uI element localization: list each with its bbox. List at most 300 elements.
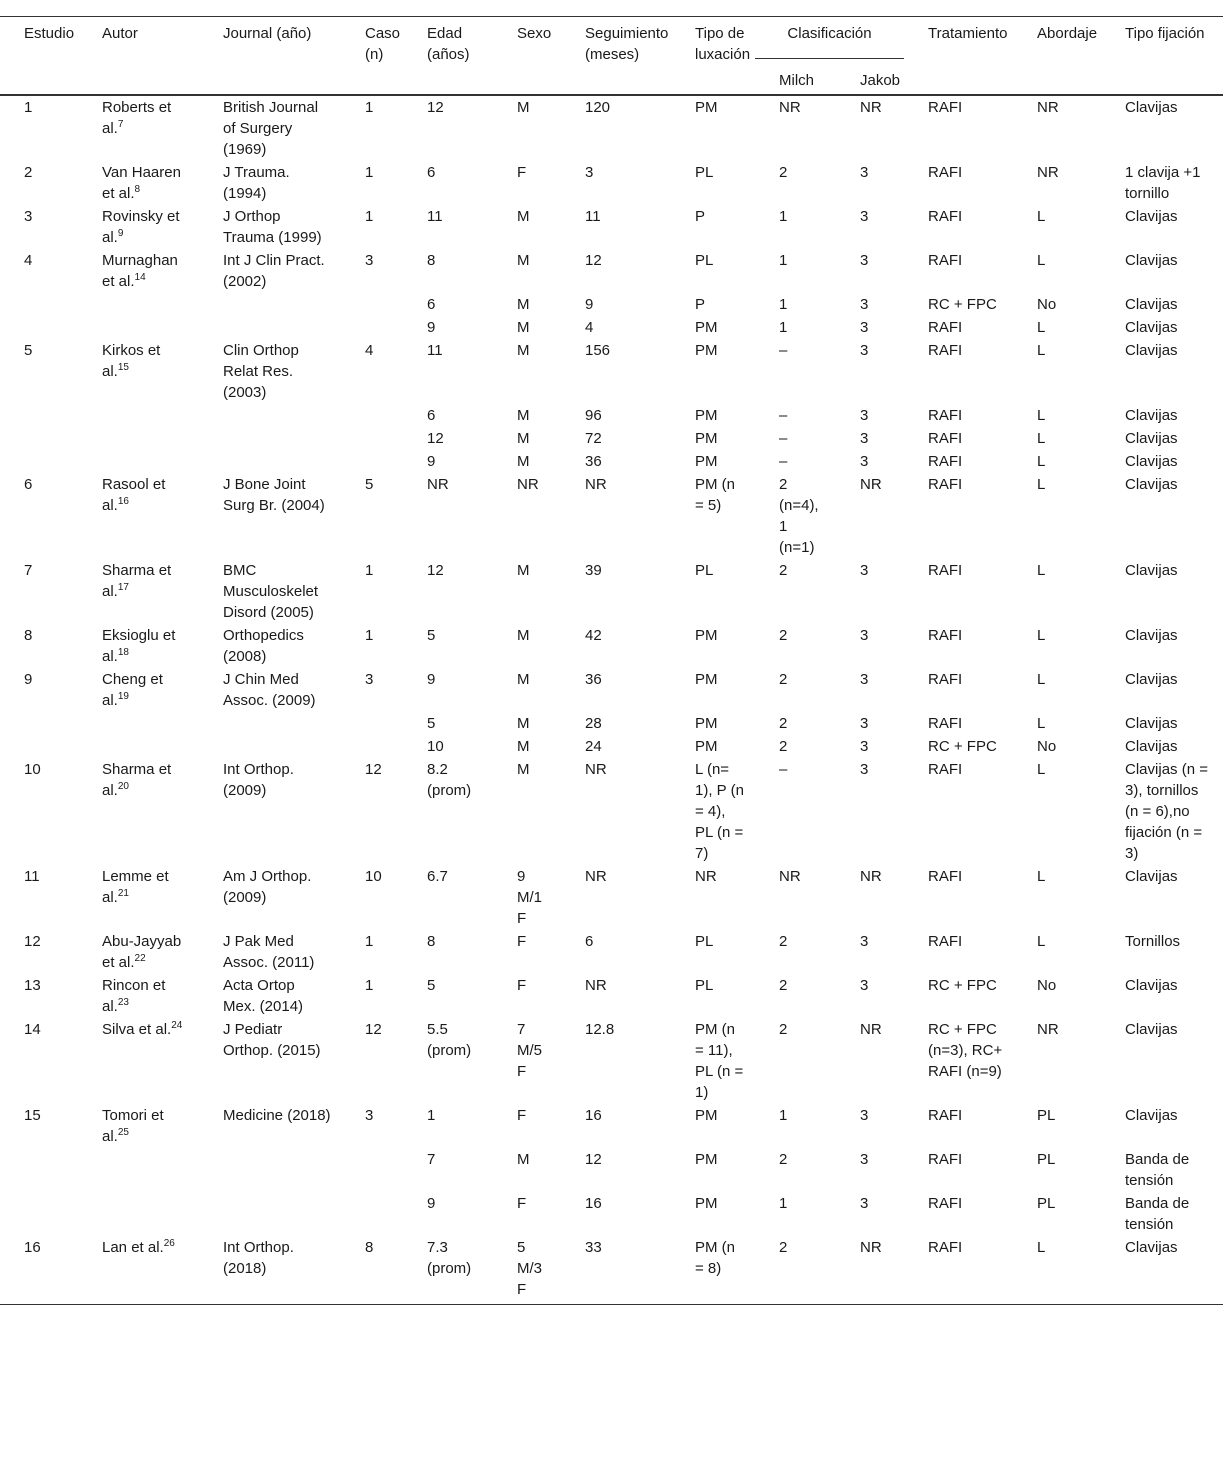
cell-fijacion (1101, 930, 1223, 974)
cell-sexo (493, 668, 561, 712)
cell-abordaje-text: L (1037, 868, 1046, 885)
cell-autor-text: Sharma et al. (102, 562, 172, 600)
cell-tipo-text: PM (n = 5) (695, 476, 736, 514)
cell-journal (199, 95, 341, 161)
cell-tratamiento (904, 1192, 1013, 1236)
cell-journal (199, 450, 341, 473)
cell-seguimiento-text: 42 (585, 627, 602, 644)
cell-seguimiento-text: 120 (585, 99, 611, 116)
reference-number: 26 (163, 1238, 175, 1249)
cell-caso-text: 1 (365, 562, 374, 579)
cell-sexo (493, 339, 561, 404)
cell-sexo (493, 865, 561, 930)
cell-autor (78, 712, 199, 735)
cell-tratamiento-text: RAFI (928, 252, 963, 269)
table-row (0, 1236, 1223, 1305)
cell-estudio-text: 8 (24, 627, 33, 644)
cell-journal-text: British Journal of Surgery (1969) (223, 99, 319, 158)
cell-edad-text: 11 (427, 208, 443, 225)
cell-tipo-text: NR (695, 868, 717, 885)
cell-seguimiento-text: 4 (585, 319, 594, 336)
cell-tipo-text: PL (695, 977, 714, 994)
cell-abordaje (1013, 1236, 1101, 1305)
cell-tipo-text: PM (695, 1107, 718, 1124)
cell-edad (403, 712, 493, 735)
cell-tratamiento-text: RAFI (928, 319, 963, 336)
cell-fijacion-text: Clavijas (n = 3), tornillos (n = 6),no fijación (n = 3) (1125, 761, 1208, 862)
cell-milch (755, 624, 836, 668)
cell-caso-text: 1 (365, 99, 374, 116)
cell-seguimiento-text: 12.8 (585, 1021, 615, 1038)
cell-tipo (671, 404, 755, 427)
cell-jakob (836, 95, 904, 161)
cell-milch-text: – (779, 342, 788, 359)
cell-edad (403, 1236, 493, 1305)
cell-fijacion-text: Clavijas (1125, 407, 1178, 424)
cell-sexo-text: M (517, 430, 530, 447)
cell-seguimiento-text: NR (585, 868, 607, 885)
cell-milch-text: 2 (779, 977, 788, 994)
cell-sexo-text: F (517, 1107, 527, 1124)
cell-sexo-text: F (517, 933, 527, 950)
cell-journal (199, 735, 341, 758)
cell-fijacion (1101, 1148, 1223, 1192)
cell-estudio (0, 249, 78, 293)
cell-tipo-text: PM (695, 715, 718, 732)
cell-tratamiento-text: RC + FPC (928, 738, 997, 755)
cell-tipo (671, 1018, 755, 1104)
cell-tratamiento-text: RAFI (928, 933, 963, 950)
cell-tratamiento-text: RC + FPC (928, 296, 997, 313)
cell-edad-text: 12 (427, 430, 444, 447)
cell-journal (199, 974, 341, 1018)
cell-seguimiento-text: NR (585, 761, 607, 778)
cell-caso (341, 930, 403, 974)
cell-seguimiento (561, 161, 671, 205)
cell-journal (199, 1236, 341, 1305)
cell-edad-text: 9 (427, 453, 436, 470)
cell-journal-text: J Pediatr Orthop. (2015) (223, 1021, 321, 1059)
cell-abordaje (1013, 249, 1101, 293)
cell-jakob (836, 473, 904, 559)
cell-sexo-text: M (517, 1151, 530, 1168)
reference-number: 16 (117, 496, 129, 507)
cell-sexo-text: M (517, 562, 530, 579)
cell-caso (341, 205, 403, 249)
cell-seguimiento (561, 865, 671, 930)
cell-sexo (493, 1236, 561, 1305)
cell-autor-text: Rovinsky et al. (102, 208, 180, 246)
cell-abordaje-text: No (1037, 738, 1057, 755)
cell-sexo (493, 735, 561, 758)
cell-sexo (493, 1192, 561, 1236)
cell-tipo (671, 624, 755, 668)
cell-abordaje (1013, 624, 1101, 668)
cell-sexo (493, 1148, 561, 1192)
cell-estudio (0, 735, 78, 758)
cell-autor-text: Rasool et al. (102, 476, 166, 514)
cell-tratamiento-text: RAFI (928, 99, 963, 116)
cell-estudio (0, 1236, 78, 1305)
cell-tipo (671, 316, 755, 339)
cell-abordaje (1013, 668, 1101, 712)
cell-abordaje-text: L (1037, 430, 1046, 447)
cell-seguimiento-text: 12 (585, 252, 602, 269)
cell-seguimiento-text: 24 (585, 738, 602, 755)
reference-number: 7 (117, 119, 124, 130)
cell-milch (755, 95, 836, 161)
cell-milch (755, 1018, 836, 1104)
cell-caso (341, 1192, 403, 1236)
cell-tipo-text: PM (695, 671, 718, 688)
cell-autor (78, 205, 199, 249)
cell-estudio (0, 1018, 78, 1104)
cell-estudio (0, 974, 78, 1018)
cell-milch (755, 735, 836, 758)
cell-caso (341, 668, 403, 712)
cell-edad (403, 293, 493, 316)
cell-fijacion-text: Clavijas (1125, 296, 1178, 313)
cell-journal (199, 1018, 341, 1104)
cell-tratamiento (904, 758, 1013, 865)
cell-fijacion (1101, 249, 1223, 293)
cell-tratamiento (904, 1104, 1013, 1148)
cell-tratamiento (904, 559, 1013, 624)
cell-jakob (836, 1018, 904, 1104)
cell-estudio-text: 13 (24, 977, 41, 994)
cell-caso (341, 95, 403, 161)
table-row (0, 865, 1223, 930)
cell-estudio (0, 1148, 78, 1192)
cell-edad (403, 205, 493, 249)
cell-abordaje (1013, 404, 1101, 427)
table-row (0, 624, 1223, 668)
cell-caso (341, 865, 403, 930)
cell-jakob (836, 205, 904, 249)
cell-tipo-text: PM (695, 1195, 718, 1212)
cell-milch-text: – (779, 453, 788, 470)
cell-fijacion-text: Clavijas (1125, 99, 1178, 116)
cell-milch (755, 293, 836, 316)
cell-journal (199, 712, 341, 735)
cell-milch-text: 1 (779, 319, 788, 336)
cell-autor (78, 559, 199, 624)
cell-jakob (836, 404, 904, 427)
cell-edad-text: 12 (427, 562, 444, 579)
cell-edad (403, 161, 493, 205)
cell-journal (199, 1192, 341, 1236)
cell-edad (403, 1192, 493, 1236)
cell-milch (755, 161, 836, 205)
cell-caso-text: 8 (365, 1239, 374, 1256)
cell-fijacion-text: Clavijas (1125, 868, 1178, 885)
cell-jakob (836, 930, 904, 974)
cell-autor (78, 249, 199, 293)
cell-caso-text: 10 (365, 868, 382, 885)
cell-milch (755, 930, 836, 974)
cell-journal (199, 205, 341, 249)
table-row (0, 316, 1223, 339)
cell-abordaje-text: L (1037, 319, 1046, 336)
cell-edad (403, 427, 493, 450)
table-row (0, 559, 1223, 624)
cell-tratamiento (904, 712, 1013, 735)
cell-tratamiento-text: RAFI (928, 453, 963, 470)
cell-journal-text: J Trauma. (1994) (223, 164, 290, 202)
cell-sexo (493, 473, 561, 559)
cell-jakob (836, 668, 904, 712)
cell-milch-text: 2 (779, 671, 788, 688)
cell-abordaje (1013, 930, 1101, 974)
cell-autor (78, 1104, 199, 1148)
cell-fijacion (1101, 1104, 1223, 1148)
cell-fijacion (1101, 668, 1223, 712)
cell-edad (403, 735, 493, 758)
cell-tipo-text: PL (695, 252, 714, 269)
cell-jakob (836, 339, 904, 404)
cell-tipo-text: PL (695, 164, 714, 181)
cell-tratamiento-text: RAFI (928, 761, 963, 778)
cell-sexo-text: 9 M/1 F (517, 868, 543, 927)
reference-number: 18 (117, 647, 129, 658)
cell-edad (403, 1018, 493, 1104)
cell-milch (755, 668, 836, 712)
table-row (0, 473, 1223, 559)
cell-abordaje (1013, 450, 1101, 473)
cell-seguimiento (561, 404, 671, 427)
cell-seguimiento (561, 668, 671, 712)
cell-fijacion-text: Clavijas (1125, 738, 1178, 755)
cell-tratamiento-text: RAFI (928, 868, 963, 885)
cell-tratamiento (904, 930, 1013, 974)
cell-caso (341, 427, 403, 450)
cell-abordaje (1013, 205, 1101, 249)
cell-caso-text: 12 (365, 761, 382, 778)
cell-estudio-text: 12 (24, 933, 41, 950)
cell-fijacion (1101, 205, 1223, 249)
cell-estudio-text: 1 (24, 99, 33, 116)
cell-edad-text: 6 (427, 407, 436, 424)
table-row (0, 930, 1223, 974)
cell-autor-text: Lemme et al. (102, 868, 169, 906)
cell-abordaje (1013, 735, 1101, 758)
cell-sexo-text: M (517, 319, 530, 336)
header-tipo-luxacion: Tipo de luxación (671, 17, 755, 96)
cell-tipo-text: PM (695, 342, 718, 359)
cell-milch (755, 404, 836, 427)
cell-edad-text: 7 (427, 1151, 436, 1168)
studies-table (0, 16, 1223, 1305)
cell-milch-text: 1 (779, 252, 788, 269)
cell-tipo (671, 668, 755, 712)
cell-seguimiento (561, 205, 671, 249)
header-clasificacion (755, 17, 904, 65)
cell-journal-text: Acta Ortop Mex. (2014) (223, 977, 304, 1015)
cell-tipo (671, 930, 755, 974)
cell-edad-text: 5 (427, 977, 436, 994)
cell-tipo-text: PM (n = 8) (695, 1239, 736, 1277)
cell-journal (199, 316, 341, 339)
cell-abordaje-text: L (1037, 476, 1046, 493)
cell-seguimiento-text: 3 (585, 164, 594, 181)
header-sexo: Sexo (493, 17, 561, 96)
cell-autor-text: Lan et al. (102, 1239, 164, 1256)
cell-milch-text: – (779, 761, 788, 778)
cell-caso (341, 473, 403, 559)
cell-abordaje (1013, 339, 1101, 404)
cell-milch-text: 2 (779, 627, 788, 644)
cell-seguimiento (561, 1236, 671, 1305)
cell-milch-text: 2 (779, 1021, 788, 1038)
cell-journal (199, 668, 341, 712)
cell-caso (341, 1104, 403, 1148)
cell-sexo-text: M (517, 715, 530, 732)
cell-abordaje (1013, 1104, 1101, 1148)
cell-estudio-text: 14 (24, 1021, 41, 1038)
cell-tratamiento (904, 249, 1013, 293)
cell-tratamiento (904, 668, 1013, 712)
cell-milch-text: – (779, 407, 788, 424)
cell-caso (341, 624, 403, 668)
table-body (0, 95, 1223, 1305)
cell-journal-text: Int Orthop. (2009) (223, 761, 294, 799)
cell-milch (755, 974, 836, 1018)
cell-autor (78, 1192, 199, 1236)
cell-estudio (0, 1104, 78, 1148)
cell-sexo-text: M (517, 296, 530, 313)
cell-fijacion (1101, 712, 1223, 735)
cell-sexo (493, 624, 561, 668)
cell-sexo (493, 293, 561, 316)
cell-autor (78, 1018, 199, 1104)
cell-seguimiento (561, 735, 671, 758)
cell-abordaje-text: No (1037, 977, 1057, 994)
cell-autor (78, 316, 199, 339)
cell-edad-text: 8 (427, 933, 436, 950)
cell-milch (755, 205, 836, 249)
cell-caso-text: 3 (365, 252, 374, 269)
cell-caso (341, 735, 403, 758)
cell-edad (403, 559, 493, 624)
cell-caso-text: 12 (365, 1021, 382, 1038)
cell-fijacion (1101, 735, 1223, 758)
cell-milch-text: NR (779, 99, 801, 116)
cell-estudio (0, 404, 78, 427)
cell-tratamiento-text: RAFI (928, 562, 963, 579)
cell-caso (341, 293, 403, 316)
cell-fijacion-text: Clavijas (1125, 208, 1178, 225)
cell-estudio (0, 161, 78, 205)
cell-estudio (0, 758, 78, 865)
cell-seguimiento-text: 39 (585, 562, 602, 579)
cell-tratamiento (904, 404, 1013, 427)
cell-tratamiento (904, 450, 1013, 473)
cell-abordaje-text: L (1037, 407, 1046, 424)
cell-tratamiento (904, 293, 1013, 316)
cell-fijacion (1101, 450, 1223, 473)
cell-milch (755, 712, 836, 735)
cell-tipo-text: PM (695, 453, 718, 470)
cell-edad-text: 8.2 (prom) (427, 761, 472, 799)
cell-caso (341, 1018, 403, 1104)
table-row (0, 735, 1223, 758)
cell-tipo (671, 1192, 755, 1236)
cell-autor (78, 1148, 199, 1192)
cell-sexo-text: NR (517, 476, 539, 493)
cell-seguimiento (561, 339, 671, 404)
table-row (0, 450, 1223, 473)
cell-tipo-text: L (n= 1), P (n = 4), PL (n = 7) (695, 761, 744, 862)
cell-jakob-text: NR (860, 476, 882, 493)
cell-abordaje (1013, 758, 1101, 865)
cell-jakob (836, 865, 904, 930)
cell-abordaje-text: L (1037, 761, 1046, 778)
cell-caso-text: 1 (365, 977, 374, 994)
cell-milch-text: 2 (n=4), 1 (n=1) (779, 476, 819, 556)
cell-fijacion-text: Clavijas (1125, 715, 1178, 732)
cell-fijacion-text: Clavijas (1125, 319, 1178, 336)
cell-autor (78, 427, 199, 450)
cell-autor (78, 95, 199, 161)
cell-estudio (0, 316, 78, 339)
cell-journal-text: Int J Clin Pract. (2002) (223, 252, 325, 290)
cell-tipo-text: P (695, 208, 706, 225)
cell-fijacion-text: Clavijas (1125, 476, 1178, 493)
cell-seguimiento (561, 249, 671, 293)
cell-milch-text: 2 (779, 562, 788, 579)
cell-jakob-text: 3 (860, 252, 869, 269)
cell-autor (78, 450, 199, 473)
cell-caso (341, 559, 403, 624)
table-row (0, 205, 1223, 249)
cell-seguimiento-text: 36 (585, 671, 602, 688)
cell-seguimiento (561, 1192, 671, 1236)
cell-milch-text: NR (779, 868, 801, 885)
cell-seguimiento-text: 12 (585, 1151, 602, 1168)
header-tipo-fijacion: Tipo fijación (1101, 17, 1223, 96)
cell-fijacion-text: Clavijas (1125, 342, 1178, 359)
cell-edad-text: 9 (427, 319, 436, 336)
header-milch: Milch (779, 72, 815, 89)
cell-autor-text: Tomori et al. (102, 1107, 164, 1145)
cell-tipo-text: PL (695, 562, 714, 579)
cell-jakob-text: 3 (860, 208, 869, 225)
cell-journal (199, 473, 341, 559)
cell-estudio (0, 450, 78, 473)
cell-estudio-text: 4 (24, 252, 33, 269)
cell-tratamiento-text: RAFI (928, 1239, 963, 1256)
cell-abordaje-text: PL (1037, 1107, 1056, 1124)
cell-caso (341, 161, 403, 205)
cell-abordaje (1013, 95, 1101, 161)
cell-tratamiento (904, 95, 1013, 161)
cell-jakob-text: 3 (860, 627, 869, 644)
cell-fijacion (1101, 293, 1223, 316)
cell-jakob (836, 427, 904, 450)
cell-milch-text: 2 (779, 933, 788, 950)
cell-sexo (493, 316, 561, 339)
reference-number: 24 (171, 1020, 183, 1031)
cell-tratamiento-text: RAFI (928, 430, 963, 447)
cell-sexo-text: 5 M/3 F (517, 1239, 543, 1298)
cell-edad-text: 7.3 (prom) (427, 1239, 472, 1277)
cell-milch-text: 2 (779, 1151, 788, 1168)
cell-tratamiento-text: RAFI (928, 1151, 963, 1168)
cell-seguimiento-text: 33 (585, 1239, 602, 1256)
cell-sexo-text: F (517, 977, 527, 994)
cell-jakob (836, 758, 904, 865)
cell-edad (403, 404, 493, 427)
